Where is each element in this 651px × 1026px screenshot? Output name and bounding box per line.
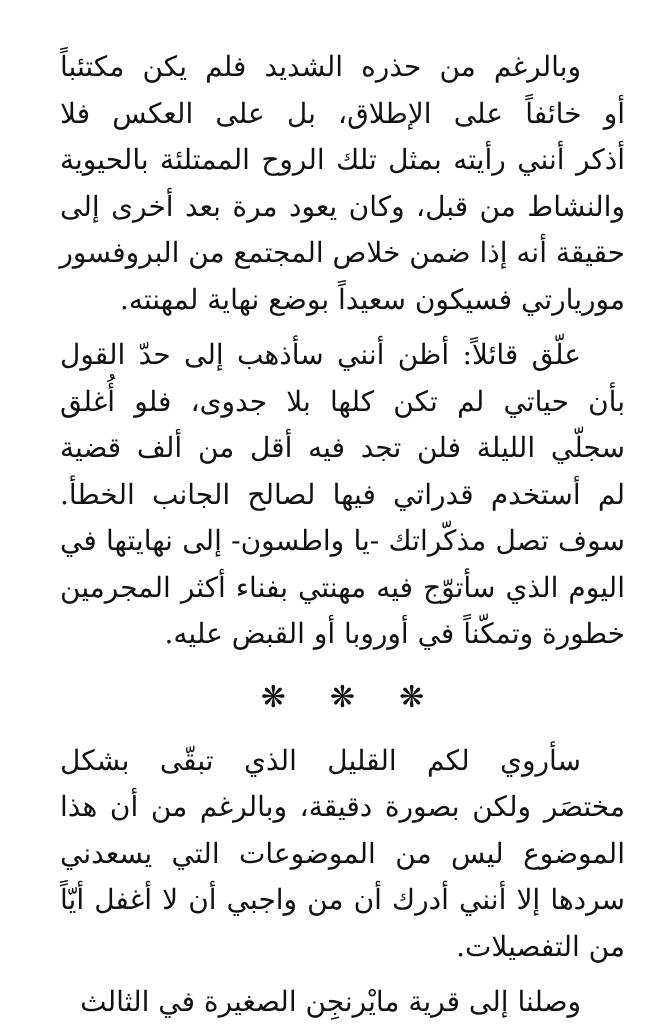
paragraph-3 xyxy=(60,738,625,971)
text-line: سوف تصل مذكّراتك -يا واطسون- إلى نهايتها في xyxy=(60,524,625,557)
text-line: وبالرغم من حذره الشديد فلم يكن مكتئباً xyxy=(60,50,581,83)
paragraph-gap xyxy=(60,970,625,979)
text-line: بأن حياتي لم تكن كلها بلا جدوى، فلو أُغلق xyxy=(60,384,625,418)
text-line: من التفصيلات. xyxy=(456,929,625,963)
paragraph-gap xyxy=(60,323,625,332)
text-line: لم أستخدم قدراتي فيها لصالح الجانب الخطأ. xyxy=(60,477,625,511)
text-line: وصلنا إلى قرية مايْرنجِن الصغيرة في الثالث xyxy=(80,985,581,1018)
text-line: أو خائفاً على الإطلاق، بل على العكس فلا xyxy=(60,96,625,130)
text-line: سردها إلا أنني أدرك أن من واجبي أن لا أغفل أيّاً xyxy=(60,883,625,916)
text-line: أذكر أنني رأيته بمثل تلك الروح الممتلئة بالحيوية xyxy=(60,143,625,176)
text-line: اليوم الذي سأتوّج فيه مهنتي بفناء أكثر المجرمين xyxy=(60,570,625,604)
text-line: خطورة وتمكّناً في أوروبا أو القبض عليه. xyxy=(164,617,625,650)
asterism-star-icon: ❋ xyxy=(329,679,356,715)
text-line: سجلّي الليلة فلن تجد فيه أقل من ألف قضية xyxy=(60,431,625,464)
text-line: والنشاط من قبل، وكان يعود مرة بعد أخرى إلى xyxy=(60,189,625,223)
paragraph-2 xyxy=(60,332,625,658)
asterism-star-icon: ❋ xyxy=(260,679,286,715)
paragraph-4 xyxy=(60,979,625,1026)
asterism-star-icon: ❋ xyxy=(399,679,425,715)
text-line: مختصَر ولكن بصورة دقيقة، وبالرغم من أن هذا xyxy=(60,790,625,823)
paragraph-1 xyxy=(60,44,625,323)
text-line: حقيقة أنه إذا ضمن خلاص المجتمع من البروفسور xyxy=(59,236,625,269)
section-separator xyxy=(60,658,625,738)
text-line: سأروي لكم القليل الذي تبقّى بشكل xyxy=(60,743,581,777)
page-text xyxy=(60,44,625,1026)
text-line: موريارتي فسيكون سعيداً بوضع نهاية لمهنته. xyxy=(119,282,625,316)
text-line: علّق قائلاً: أظن أنني سأذهب إلى حدّ القول xyxy=(60,338,581,371)
text-line: الموضوع ليس من الموضوعات التي يسعدني xyxy=(60,836,625,870)
